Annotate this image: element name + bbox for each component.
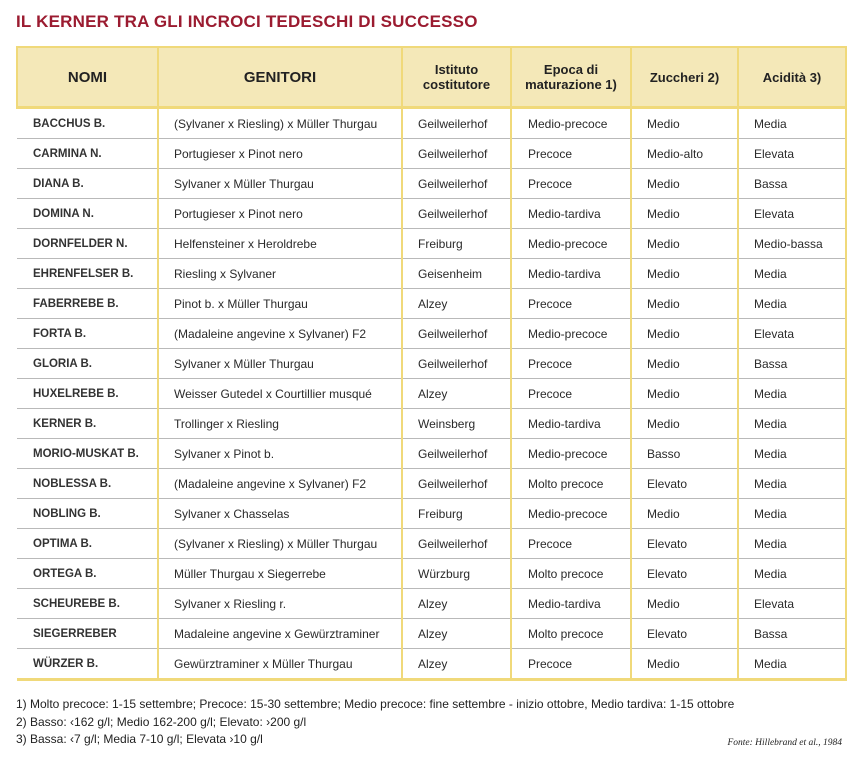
cell-genitori: Trollinger x Riesling [158, 409, 402, 439]
cell-zuccheri: Basso [631, 439, 738, 469]
cell-genitori: Weisser Gutedel x Courtillier musqué [158, 379, 402, 409]
cell-zuccheri: Elevato [631, 559, 738, 589]
cell-acidita: Media [738, 649, 846, 680]
cell-nome: SIEGERREBER [17, 619, 158, 649]
cell-istituto: Würzburg [402, 559, 511, 589]
cell-nome: BACCHUS B. [17, 108, 158, 139]
table-row [17, 199, 846, 229]
cell-nome: DIANA B. [17, 169, 158, 199]
cell-zuccheri: Medio [631, 349, 738, 379]
cell-zuccheri: Medio [631, 319, 738, 349]
table-row [17, 559, 846, 589]
cell-zuccheri: Medio [631, 379, 738, 409]
cell-genitori: Pinot b. x Müller Thurgau [158, 289, 402, 319]
cell-epoca: Precoce [511, 349, 631, 379]
cell-istituto: Alzey [402, 289, 511, 319]
cell-zuccheri: Medio [631, 289, 738, 319]
cell-istituto: Freiburg [402, 229, 511, 259]
cell-nome: NOBLESSA B. [17, 469, 158, 499]
header-nomi: NOMI [17, 47, 158, 108]
cell-nome: CARMINA N. [17, 139, 158, 169]
header-genitori: GENITORI [158, 47, 402, 108]
cell-genitori: Portugieser x Pinot nero [158, 199, 402, 229]
cell-epoca: Precoce [511, 169, 631, 199]
cell-epoca: Precoce [511, 289, 631, 319]
cell-acidita: Media [738, 439, 846, 469]
crossings-table [16, 46, 847, 681]
cell-istituto: Alzey [402, 619, 511, 649]
cell-epoca: Precoce [511, 139, 631, 169]
footnote-2: 2) Basso: ‹162 g/l; Medio 162-200 g/l; Elevato: ›200 g/l [16, 714, 307, 729]
cell-genitori: Sylvaner x Pinot b. [158, 439, 402, 469]
footnotes [16, 696, 734, 749]
cell-acidita: Bassa [738, 169, 846, 199]
cell-genitori: (Madaleine angevine x Sylvaner) F2 [158, 469, 402, 499]
cell-zuccheri: Medio-alto [631, 139, 738, 169]
cell-genitori: Sylvaner x Riesling r. [158, 589, 402, 619]
cell-epoca: Medio-tardiva [511, 409, 631, 439]
cell-zuccheri: Medio [631, 108, 738, 139]
table-row [17, 499, 846, 529]
cell-epoca: Medio-precoce [511, 229, 631, 259]
cell-epoca: Medio-tardiva [511, 589, 631, 619]
table-row [17, 169, 846, 199]
table-row [17, 619, 846, 649]
table-row [17, 319, 846, 349]
cell-genitori: (Sylvaner x Riesling) x Müller Thurgau [158, 108, 402, 139]
cell-acidita: Media [738, 559, 846, 589]
cell-istituto: Geilweilerhof [402, 439, 511, 469]
cell-acidita: Media [738, 289, 846, 319]
table-row [17, 289, 846, 319]
cell-zuccheri: Elevato [631, 529, 738, 559]
cell-acidita: Elevata [738, 589, 846, 619]
cell-acidita: Bassa [738, 349, 846, 379]
footnote-3: 3) Bassa: ‹7 g/l; Media 7-10 g/l; Elevata ›10 g/l [16, 732, 263, 746]
cell-epoca: Molto precoce [511, 619, 631, 649]
table-row [17, 139, 846, 169]
cell-epoca: Medio-tardiva [511, 259, 631, 289]
cell-zuccheri: Medio [631, 259, 738, 289]
cell-acidita: Media [738, 379, 846, 409]
cell-epoca: Medio-precoce [511, 499, 631, 529]
cell-epoca: Medio-precoce [511, 319, 631, 349]
table-row [17, 379, 846, 409]
header-epoca [511, 47, 631, 108]
cell-nome: FORTA B. [17, 319, 158, 349]
cell-istituto: Geisenheim [402, 259, 511, 289]
cell-genitori: Müller Thurgau x Siegerrebe [158, 559, 402, 589]
cell-istituto: Alzey [402, 379, 511, 409]
table-body [17, 108, 846, 680]
cell-epoca: Medio-precoce [511, 439, 631, 469]
cell-acidita: Media [738, 529, 846, 559]
cell-zuccheri: Medio [631, 499, 738, 529]
cell-nome: ORTEGA B. [17, 559, 158, 589]
cell-nome: OPTIMA B. [17, 529, 158, 559]
cell-epoca: Medio-tardiva [511, 199, 631, 229]
header-istituto-line2: costitutore [422, 77, 491, 92]
cell-genitori: Portugieser x Pinot nero [158, 139, 402, 169]
table-row [17, 589, 846, 619]
cell-nome: WÜRZER B. [17, 649, 158, 680]
cell-zuccheri: Medio [631, 649, 738, 680]
cell-acidita: Media [738, 409, 846, 439]
cell-nome: MORIO-MUSKAT B. [17, 439, 158, 469]
cell-zuccheri: Elevato [631, 469, 738, 499]
table-row [17, 469, 846, 499]
table-row [17, 349, 846, 379]
cell-zuccheri: Medio [631, 199, 738, 229]
cell-genitori: Sylvaner x Chasselas [158, 499, 402, 529]
cell-istituto: Geilweilerhof [402, 108, 511, 139]
cell-acidita: Bassa [738, 619, 846, 649]
cell-acidita: Medio-bassa [738, 229, 846, 259]
cell-acidita: Media [738, 469, 846, 499]
cell-istituto: Geilweilerhof [402, 199, 511, 229]
cell-istituto: Geilweilerhof [402, 529, 511, 559]
cell-genitori: Sylvaner x Müller Thurgau [158, 169, 402, 199]
cell-nome: EHRENFELSER B. [17, 259, 158, 289]
cell-zuccheri: Medio [631, 409, 738, 439]
table-row [17, 439, 846, 469]
cell-nome: SCHEUREBE B. [17, 589, 158, 619]
cell-nome: DORNFELDER N. [17, 229, 158, 259]
cell-acidita: Elevata [738, 139, 846, 169]
cell-genitori: Helfensteiner x Heroldrebe [158, 229, 402, 259]
cell-acidita: Elevata [738, 199, 846, 229]
header-acidita: Acidità 3) [738, 47, 846, 108]
cell-zuccheri: Medio [631, 169, 738, 199]
cell-nome: NOBLING B. [17, 499, 158, 529]
cell-istituto: Geilweilerhof [402, 139, 511, 169]
cell-istituto: Geilweilerhof [402, 169, 511, 199]
table-row [17, 649, 846, 680]
cell-zuccheri: Elevato [631, 619, 738, 649]
cell-genitori: Gewürztraminer x Müller Thurgau [158, 649, 402, 680]
cell-epoca: Precoce [511, 649, 631, 680]
cell-genitori: Madaleine angevine x Gewürztraminer [158, 619, 402, 649]
cell-epoca: Molto precoce [511, 469, 631, 499]
cell-epoca: Precoce [511, 379, 631, 409]
header-row [17, 47, 846, 108]
table-title: IL KERNER TRA GLI INCROCI TEDESCHI DI SUCCESSO [16, 12, 478, 31]
header-zuccheri: Zuccheri 2) [631, 47, 738, 108]
cell-epoca: Medio-precoce [511, 108, 631, 139]
header-epoca-line1: Epoca di [543, 62, 599, 77]
cell-istituto: Weinsberg [402, 409, 511, 439]
cell-zuccheri: Medio [631, 229, 738, 259]
table-row [17, 529, 846, 559]
header-istituto [402, 47, 511, 108]
cell-zuccheri: Medio [631, 589, 738, 619]
cell-nome: KERNER B. [17, 409, 158, 439]
table-row [17, 409, 846, 439]
cell-istituto: Geilweilerhof [402, 349, 511, 379]
source-citation: Fonte: Hillebrand et al., 1984 [727, 738, 842, 748]
cell-genitori: (Sylvaner x Riesling) x Müller Thurgau [158, 529, 402, 559]
cell-istituto: Geilweilerhof [402, 469, 511, 499]
cell-nome: FABERREBE B. [17, 289, 158, 319]
cell-nome: DOMINA N. [17, 199, 158, 229]
footnote-1: 1) Molto precoce: 1-15 settembre; Precoce: 15-30 settembre; Medio precoce: fine settembre - inizio ottobre, Medio tardiva: 1-15 ottobre [16, 697, 735, 711]
table-row [17, 108, 846, 139]
header-epoca-line2: maturazione 1) [525, 77, 617, 92]
cell-nome: GLORIA B. [17, 349, 158, 379]
cell-istituto: Geilweilerhof [402, 319, 511, 349]
cell-epoca: Precoce [511, 529, 631, 559]
cell-genitori: Riesling x Sylvaner [158, 259, 402, 289]
cell-acidita: Media [738, 108, 846, 139]
cell-genitori: (Madaleine angevine x Sylvaner) F2 [158, 319, 402, 349]
table-row [17, 229, 846, 259]
table-row [17, 259, 846, 289]
header-istituto-line1: Istituto [434, 62, 479, 77]
cell-epoca: Molto precoce [511, 559, 631, 589]
cell-istituto: Freiburg [402, 499, 511, 529]
cell-istituto: Alzey [402, 649, 511, 680]
cell-acidita: Elevata [738, 319, 846, 349]
cell-genitori: Sylvaner x Müller Thurgau [158, 349, 402, 379]
cell-istituto: Alzey [402, 589, 511, 619]
cell-acidita: Media [738, 259, 846, 289]
cell-nome: HUXELREBE B. [17, 379, 158, 409]
cell-acidita: Media [738, 499, 846, 529]
